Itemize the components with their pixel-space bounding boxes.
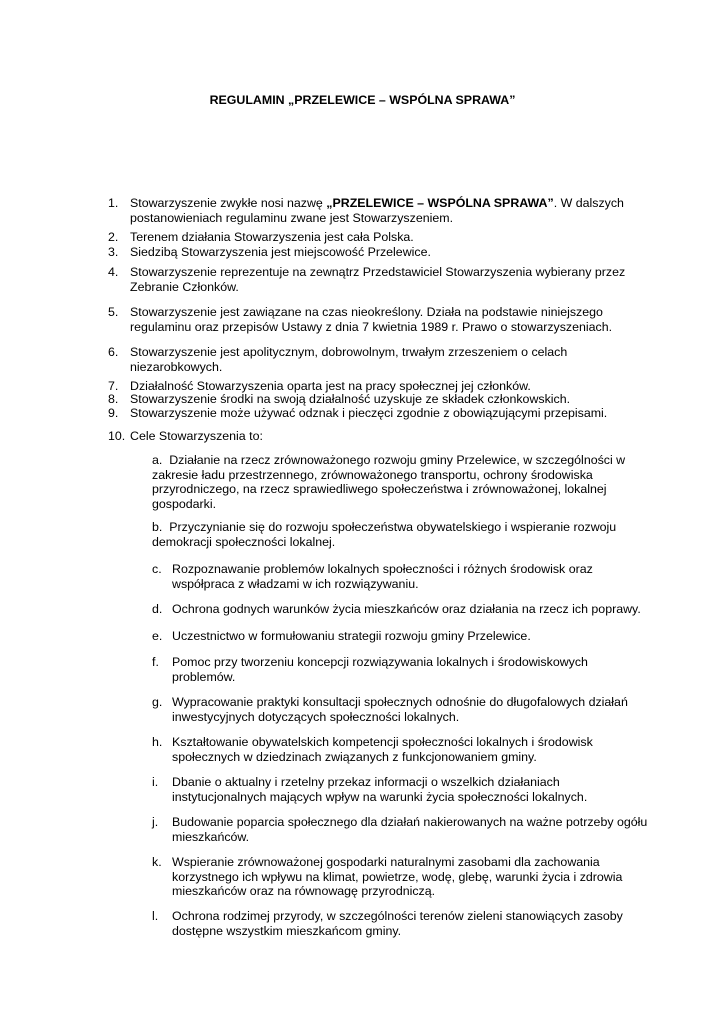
item-number: 5. xyxy=(108,305,119,319)
goal-description: Ochrona rodzimej przyrody, w szczególności terenów zieleni stanowiących zasoby dostępne wszystkim mieszkańcom gminy. xyxy=(172,909,623,938)
goal-item xyxy=(152,602,652,617)
goal-letter: k. xyxy=(152,855,162,869)
goal-letter: g. xyxy=(152,695,163,709)
item-number: 6. xyxy=(108,345,119,359)
goal-letter: c. xyxy=(152,562,162,576)
goal-letter: a. xyxy=(152,453,163,467)
goal-text xyxy=(152,453,652,511)
item-text: Stowarzyszenie reprezentuje na zewnątrz Przedstawiciel Stowarzyszenia wybierany przez Zebranie Członków. xyxy=(130,265,626,294)
list-item xyxy=(108,265,648,294)
goal-item xyxy=(152,909,652,938)
item-text-end: . W dalszych postanowieniach regulaminu zwane jest Stowarzyszeniem. xyxy=(130,196,624,225)
goal-description: Pomoc przy tworzeniu koncepcji rozwiązywania lokalnych i środowiskowych problemów. xyxy=(172,655,588,684)
list-item xyxy=(108,392,648,407)
list-item xyxy=(108,429,648,444)
list-item xyxy=(108,305,648,334)
goal-description: Wypracowanie praktyki konsultacji społecznych odnośnie do długofalowych działań inwestycyjnych dotyczących społeczności lokalnych. xyxy=(172,695,628,724)
goal-letter: d. xyxy=(152,602,163,616)
goal-description: Ochrona godnych warunków życia mieszkańców oraz działania na rzecz ich poprawy. xyxy=(172,602,641,616)
goal-description: Budowanie poparcia społecznego dla działań nakierowanych na ważne potrzeby ogółu mieszkańców. xyxy=(172,815,648,844)
goal-description: Wspieranie zrównoważonej gospodarki naturalnymi zasobami dla zachowania korzystnego ich wpływu na klimat, powietrze, wodę, glebę, warunki życia i zdrowia mieszkańców oraz na równowagę przyrodniczą. xyxy=(172,855,623,899)
item-text: Stowarzyszenie środki na swoją działalność uzyskuje ze składek członkowskich. xyxy=(130,392,571,406)
goal-item xyxy=(152,655,652,684)
goal-description: Uczestnictwo w formułowaniu strategii rozwoju gminy Przelewice. xyxy=(172,629,531,643)
list-item xyxy=(108,196,648,225)
goal-description: Przyczynianie się do rozwoju społeczeństwa obywatelskiego i wspieranie rozwoju demokracji społeczności lokalnej. xyxy=(152,520,617,549)
goal-letter: i. xyxy=(152,775,159,789)
item-text: Stowarzyszenie jest apolitycznym, dobrowolnym, trwałym zrzeszeniem o celach niezarobkowych. xyxy=(130,345,568,374)
goal-item xyxy=(152,453,652,511)
item-number: 8. xyxy=(108,392,119,406)
goal-item xyxy=(152,562,652,591)
item-number: 9. xyxy=(108,406,119,420)
item-number: 7. xyxy=(108,379,119,393)
association-name: „PRZELEWICE – WSPÓLNA SPRAWA” xyxy=(326,196,554,210)
goal-description: Kształtowanie obywatelskich kompetencji społeczności lokalnych i środowisk społecznych w dziedzinach związanych z funkcjonowaniem gminy. xyxy=(172,735,593,764)
item-number: 2. xyxy=(108,230,119,244)
goal-letter: h. xyxy=(152,735,163,749)
goal-letter: j. xyxy=(152,815,159,829)
item-number: 10. xyxy=(108,429,126,443)
item-number: 3. xyxy=(108,245,119,259)
document-title: REGULAMIN „PRZELEWICE – WSPÓLNA SPRAWA” xyxy=(209,93,516,107)
goal-item xyxy=(152,629,652,644)
list-item xyxy=(108,230,648,245)
goal-description: Działanie na rzecz zrównoważonego rozwoju gminy Przelewice, w szczególności w zakresie ładu przestrzennego, zrównoważonego transportu, ochrony środowiska przyrodniczego, na rzecz sprawiedliwego społeczeństwa i zrównoważonej, lokalnej gospodarki. xyxy=(152,453,626,511)
item-text: Stowarzyszenie jest zawiązane na czas nieokreślony. Działa na podstawie niniejszego regulaminu oraz przepisów Ustawy z dnia 7 kwietnia 1989 r. Prawo o stowarzyszeniach. xyxy=(130,305,613,334)
item-text: Stowarzyszenie może używać odznak i pieczęci zgodnie z obowiązującymi przepisami. xyxy=(130,406,608,420)
goal-description: Dbanie o aktualny i rzetelny przekaz informacji o wszelkich działaniach instytucjonalnych mających wpływ na warunki życia społeczności lokalnych. xyxy=(172,775,588,804)
list-item xyxy=(108,345,648,374)
goal-letter: l. xyxy=(152,909,159,923)
item-number: 4. xyxy=(108,265,119,279)
item-text: Siedzibą Stowarzyszenia jest miejscowość Przelewice. xyxy=(130,245,431,259)
goal-description: Rozpoznawanie problemów lokalnych społeczności i różnych środowisk oraz współpraca z władzami w ich rozwiązywaniu. xyxy=(172,562,593,591)
item-text: Terenem działania Stowarzyszenia jest cała Polska. xyxy=(130,230,414,244)
goal-letter: e. xyxy=(152,629,163,643)
goal-item xyxy=(152,520,652,549)
list-item xyxy=(108,406,648,421)
item-text-start: Stowarzyszenie zwykłe nosi nazwę xyxy=(130,196,327,210)
item-text xyxy=(130,196,648,225)
item-text: Cele Stowarzyszenia to: xyxy=(130,429,263,443)
goal-letter: f. xyxy=(152,655,159,669)
item-number: 1. xyxy=(108,196,119,210)
goal-letter: b. xyxy=(152,520,163,534)
goal-item xyxy=(152,815,652,844)
goal-item xyxy=(152,775,652,804)
item-text: Działalność Stowarzyszenia oparta jest na pracy społecznej jej członków. xyxy=(130,379,531,393)
goal-item xyxy=(152,695,652,724)
goal-item xyxy=(152,735,652,764)
goal-item xyxy=(152,855,652,899)
goal-text xyxy=(152,520,652,549)
list-item xyxy=(108,245,648,260)
